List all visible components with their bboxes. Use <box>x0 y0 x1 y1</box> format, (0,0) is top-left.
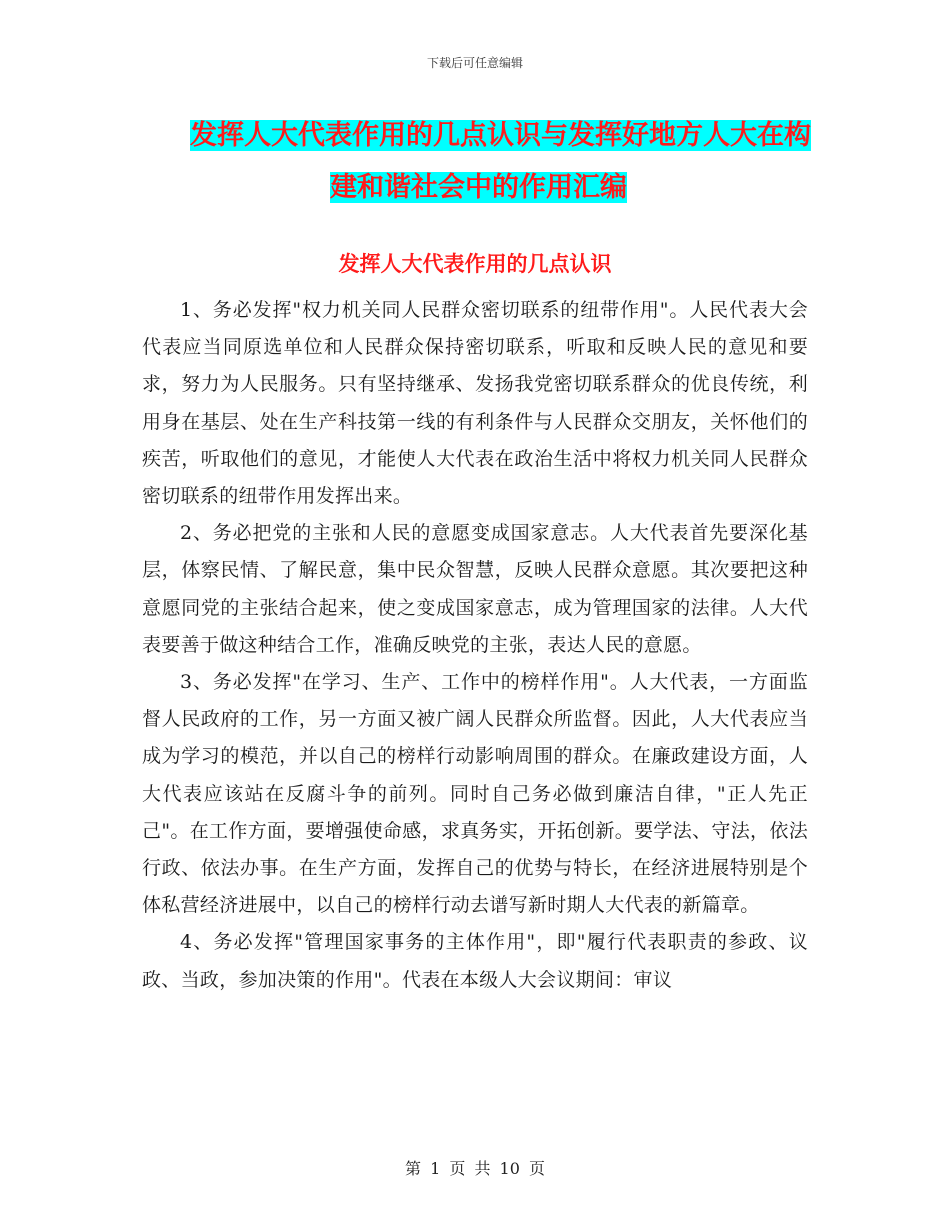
paragraph-3: 3、务必发挥"在学习、生产、工作中的榜样作用"。人大代表，一方面监督人民政府的工作，另一方面又被广阔人民群众所监督。因此，人大代表应当成为学习的模范，并以自己的榜样行动影响周围的群众。在廉政建设方面，人大代表应该站在反腐斗争的前列。同时自己务必做到廉洁自律，"正人先正己"。在工作方面，要增强使命感，求真务实，开拓创新。要学法、守法，依法行政、依法办事。在生产方面，发挥自己的优势与特长，在经济进展特别是个体私营经济进展中，以自己的榜样行动去谱写新时期人大代表的新篇章。 <box>142 671 808 917</box>
title-line-2: 建和谐社会中的作用汇编 <box>330 172 627 203</box>
header-note: 下载后可任意编辑 <box>426 56 523 70</box>
document-title <box>190 110 830 214</box>
paragraph-4: 4、务必发挥"管理国家事务的主体作用"，即"履行代表职责的参政、议政、当政，参加决策的作用"。代表在本级人大会议期间：审议 <box>142 931 808 991</box>
body-text <box>142 292 808 999</box>
paragraph-2: 2、务必把党的主张和人民的意愿变成国家意志。人大代表首先要深化基层，体察民情、了解民意，集中民众智慧，反映人民群众意愿。其次要把这种意愿同党的主张结合起来，使之变成国家意志，成为管理国家的法律。人大代表要善于做这种结合工作，准确反映党的主张，表达人民的意愿。 <box>142 522 808 656</box>
title-line-1: 发挥人大代表作用的几点认识与发挥好地方人大在构 <box>190 120 811 151</box>
paragraph-1: 1、务必发挥"权力机关同人民群众密切联系的纽带作用"。人民代表大会代表应当同原选单位和人民群众保持密切联系，听取和反映人民的意见和要求，努力为人民服务。只有坚持继承、发扬我党密切联系群众的优良传统，利用身在基层、处在生产科技第一线的有利条件与人民群众交朋友，关怀他们的疾苦，听取他们的意见，才能使人大代表在政治生活中将权力机关同人民群众密切联系的纽带作用发挥出来。 <box>142 299 808 508</box>
section-title: 发挥人大代表作用的几点认识 <box>338 252 612 276</box>
page-number-footer: 第 1 页 共 10 页 <box>405 1159 545 1178</box>
